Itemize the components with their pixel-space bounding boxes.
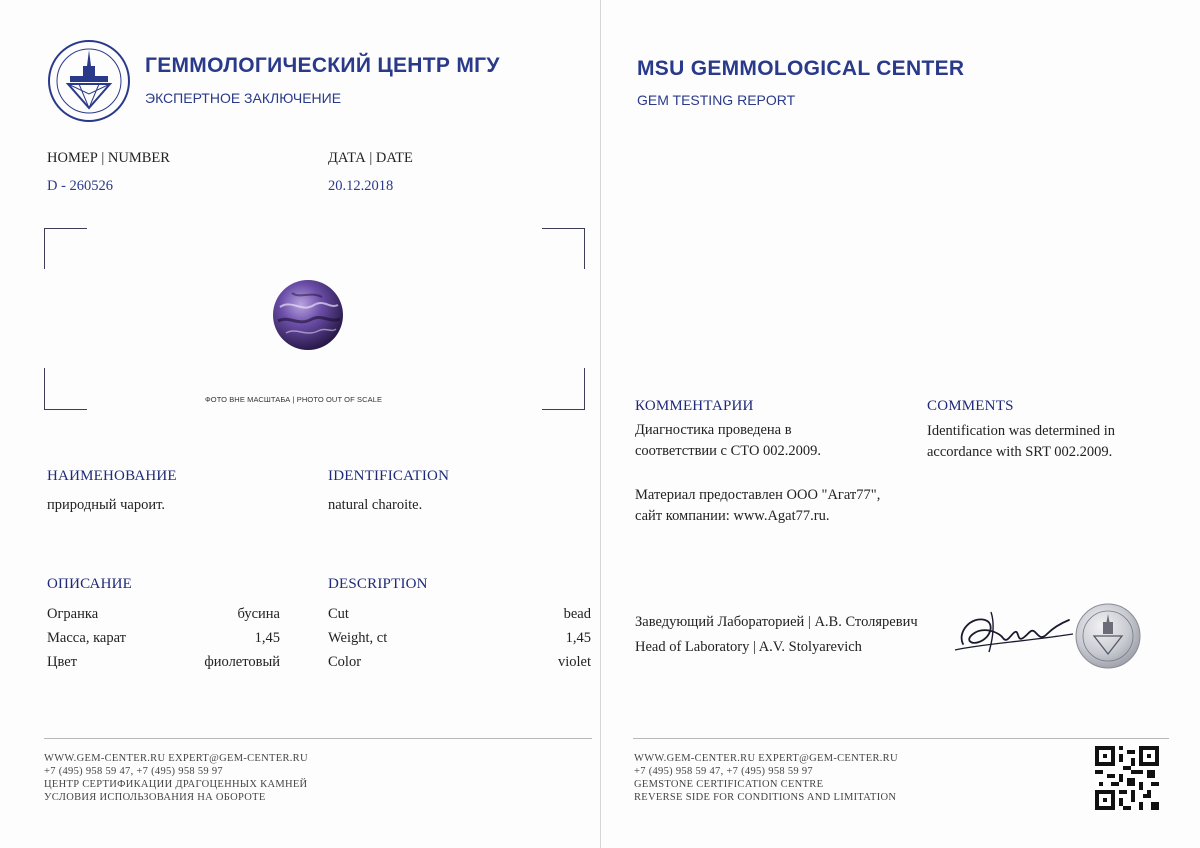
comments-ru-line: соответствии с СТО 002.2009. bbox=[635, 443, 822, 459]
desc-ru-value-color: фиолетовый bbox=[204, 654, 280, 670]
hologram-seal bbox=[1074, 602, 1142, 670]
desc-en-value-cut: bead bbox=[563, 606, 591, 622]
photo-caption: ФОТО ВНЕ МАСШТАБА | PHOTO OUT OF SCALE bbox=[205, 395, 383, 404]
footer-line: +7 (495) 958 59 47, +7 (495) 958 59 97 bbox=[44, 766, 223, 777]
org-title-en: MSU GEMMOLOGICAL CENTER bbox=[637, 57, 965, 80]
footer-line: ЦЕНТР СЕРТИФИКАЦИИ ДРАГОЦЕННЫХ КАМНЕЙ bbox=[44, 779, 308, 790]
footer-line: GEMSTONE CERTIFICATION CENTRE bbox=[634, 779, 824, 790]
comments-en-line: Identification was determined in bbox=[927, 423, 1116, 439]
desc-ru-value-cut: бусина bbox=[237, 606, 280, 622]
qr-code bbox=[1095, 746, 1159, 810]
identification-heading-ru: НАИМЕНОВАНИЕ bbox=[47, 468, 177, 484]
desc-ru-value-weight: 1,45 bbox=[254, 630, 280, 646]
desc-ru-label-color: Цвет bbox=[47, 654, 78, 670]
material-note bbox=[635, 485, 880, 527]
comments-ru bbox=[635, 420, 821, 462]
desc-ru-label-weight: Масса, карат bbox=[47, 630, 126, 646]
description-heading-ru: ОПИСАНИЕ bbox=[47, 576, 133, 592]
footer-divider bbox=[633, 738, 1169, 739]
comments-ru-line: Диагностика проведена в bbox=[635, 422, 792, 438]
footer-right bbox=[634, 752, 898, 804]
identification-value-en: natural charoite. bbox=[328, 497, 423, 513]
report-title-ru: ЭКСПЕРТНОЕ ЗАКЛЮЧЕНИЕ bbox=[145, 90, 342, 106]
footer-line: WWW.GEM-CENTER.RU EXPERT@GEM-CENTER.RU bbox=[44, 753, 308, 764]
desc-en-label-cut: Cut bbox=[328, 606, 349, 622]
footer-line: +7 (495) 958 59 47, +7 (495) 958 59 97 bbox=[634, 766, 813, 777]
material-line: Материал предоставлен ООО "Агат77", bbox=[635, 487, 881, 503]
footer-divider bbox=[44, 738, 592, 739]
date-label: ДАТА | DATE bbox=[328, 150, 413, 166]
number-value: D - 260526 bbox=[47, 178, 114, 194]
desc-en-label-color: Color bbox=[328, 654, 362, 670]
signature-title-en: Head of Laboratory | A.V. Stolyarevich bbox=[635, 639, 862, 655]
description-heading-en: DESCRIPTION bbox=[328, 576, 428, 592]
footer-line: REVERSE SIDE FOR CONDITIONS AND LIMITATION bbox=[634, 792, 897, 803]
identification-value-ru: природный чароит. bbox=[47, 497, 165, 513]
comments-heading-en: COMMENTS bbox=[927, 398, 1014, 414]
signature-image bbox=[951, 604, 1081, 664]
gemstone-photo bbox=[272, 279, 344, 351]
signature-title-ru: Заведующий Лабораторией | А.В. Столяревич bbox=[635, 614, 918, 630]
desc-en-value-weight: 1,45 bbox=[565, 630, 591, 646]
desc-en-label-weight: Weight, ct bbox=[328, 630, 388, 646]
footer-left bbox=[44, 752, 308, 804]
report-title-en: GEM TESTING REPORT bbox=[637, 92, 796, 108]
msu-logo bbox=[46, 38, 132, 124]
date-value: 20.12.2018 bbox=[328, 178, 394, 194]
comments-en-line: accordance with SRT 002.2009. bbox=[927, 444, 1113, 460]
material-line: сайт компании: www.Agat77.ru. bbox=[635, 508, 830, 524]
number-label: НОМЕР | NUMBER bbox=[47, 150, 170, 166]
identification-heading-en: IDENTIFICATION bbox=[328, 468, 450, 484]
footer-line: WWW.GEM-CENTER.RU EXPERT@GEM-CENTER.RU bbox=[634, 753, 898, 764]
desc-en-value-color: violet bbox=[557, 654, 591, 670]
report-right-page bbox=[601, 0, 1200, 848]
desc-ru-label-cut: Огранка bbox=[47, 606, 99, 622]
comments-en bbox=[927, 421, 1115, 463]
org-title-ru: ГЕММОЛОГИЧЕСКИЙ ЦЕНТР МГУ bbox=[145, 54, 500, 77]
footer-line: УСЛОВИЯ ИСПОЛЬЗОВАНИЯ НА ОБОРОТЕ bbox=[44, 792, 266, 803]
comments-heading-ru: КОММЕНТАРИИ bbox=[635, 398, 754, 414]
